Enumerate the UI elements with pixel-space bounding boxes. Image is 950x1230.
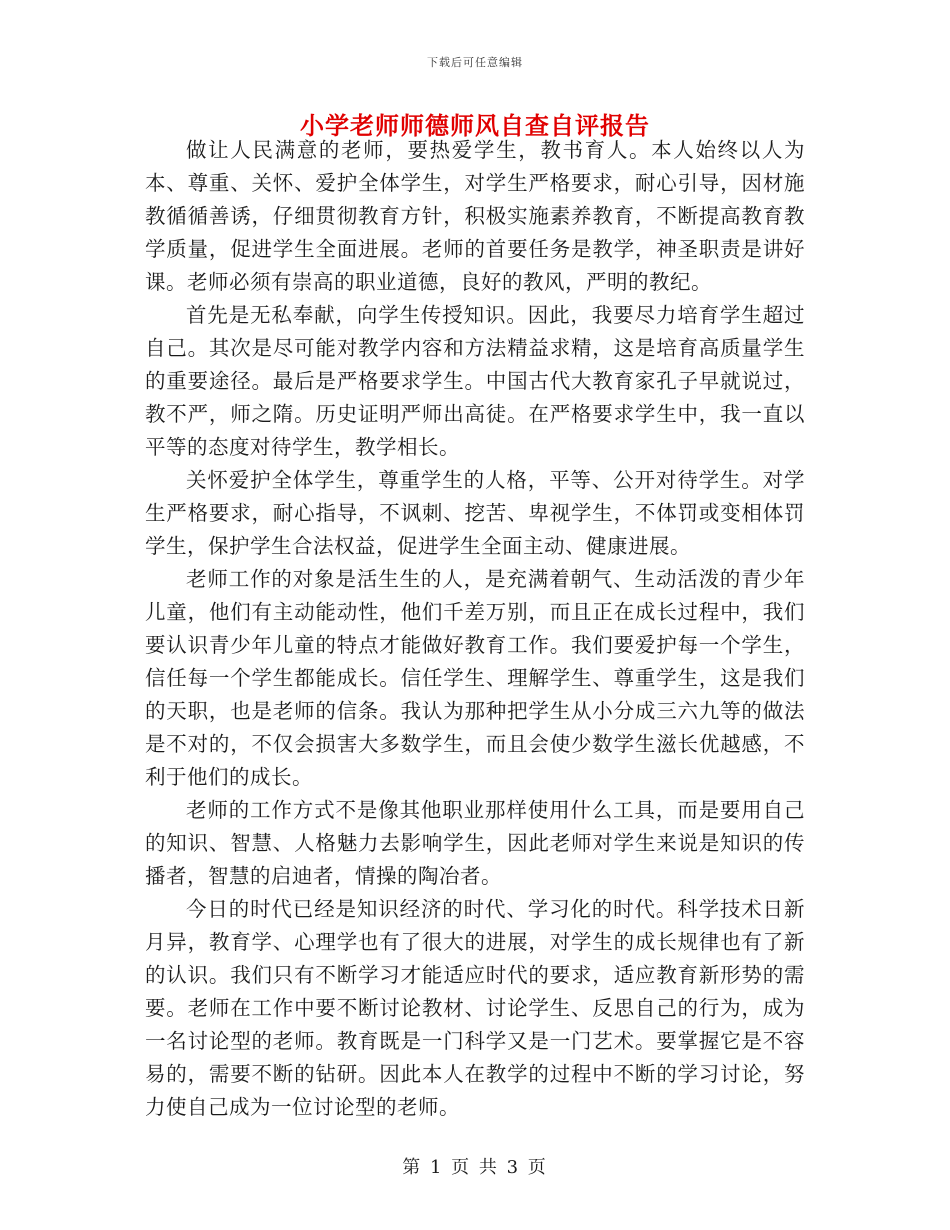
page-header-note: 下载后可任意编辑 xyxy=(427,56,523,69)
page-current: 1 xyxy=(429,1157,444,1178)
paragraph-1: 做让人民满意的老师，要热爱学生，教书育人。本人始终以人为本、尊重、关怀、爱护全体学生，对学生严格要求，耐心引导，因材施教循循善诱，仔细贯彻教育方针，积极实施素养教育，不断提高教育教学质量，促进学生全面进展。老师的首要任务是教学，神圣职责是讲好课。老师必须有崇高的职业道德，良好的教风，严明的教纪。 xyxy=(145,138,805,294)
paragraph-3: 关怀爱护全体学生，尊重学生的人格，平等、公开对待学生。对学生严格要求，耐心指导，不讽刺、挖苦、卑视学生，不体罚或变相体罚学生，保护学生合法权益，促进学生全面主动、健康进展。 xyxy=(145,468,805,558)
paragraph-5: 老师的工作方式不是像其他职业那样使用什么工具，而是要用自己的知识、智慧、人格魅力去影响学生，因此老师对学生来说是知识的传播者，智慧的启迪者，情操的陶冶者。 xyxy=(145,798,805,888)
page-mid: 页 共 xyxy=(451,1157,499,1178)
page-total: 3 xyxy=(506,1157,521,1178)
paragraph-6: 今日的时代已经是知识经济的时代、学习化的时代。科学技术日新月异，教育学、心理学也有了很大的进展，对学生的成长规律也有了新的认识。我们只有不断学习才能适应时代的要求，适应教育新形势的需要。老师在工作中要不断讨论教材、讨论学生、反思自己的行为，成为一名讨论型的老师。教育既是一门科学又是一门艺术。要掌握它是不容易的，需要不断的钻研。因此本人在教学的过程中不断的学习讨论，努力使自己成为一位讨论型的老师。 xyxy=(145,897,805,1119)
page-prefix: 第 xyxy=(402,1157,423,1178)
document-title: 小学老师师德师风自查自评报告 xyxy=(300,111,650,140)
paragraph-4: 老师工作的对象是活生生的人，是充满着朝气、生动活泼的青少年儿童，他们有主动能动性，他们千差万别，而且正在成长过程中，我们要认识青少年儿童的特点才能做好教育工作。我们要爱护每一个学生，信任每一个学生都能成长。信任学生、理解学生、尊重学生，这是我们的天职，也是老师的信条。我认为那种把学生从小分成三六九等的做法是不对的，不仅会损害大多数学生，而且会使少数学生滋长优越感，不利于他们的成长。 xyxy=(145,567,805,789)
page-suffix: 页 xyxy=(527,1157,548,1178)
document-body xyxy=(145,134,805,1124)
paragraph-2: 首先是无私奉献，向学生传授知识。因此，我要尽力培育学生超过自己。其次是尽可能对教学内容和方法精益求精，这是培育高质量学生的重要途径。最后是严格要求学生。中国古代大教育家孔子早就说过，教不严，师之隋。历史证明严师出高徒。在严格要求学生中，我一直以平等的态度对待学生，教学相长。 xyxy=(145,303,805,459)
page-number-footer xyxy=(0,1153,950,1179)
